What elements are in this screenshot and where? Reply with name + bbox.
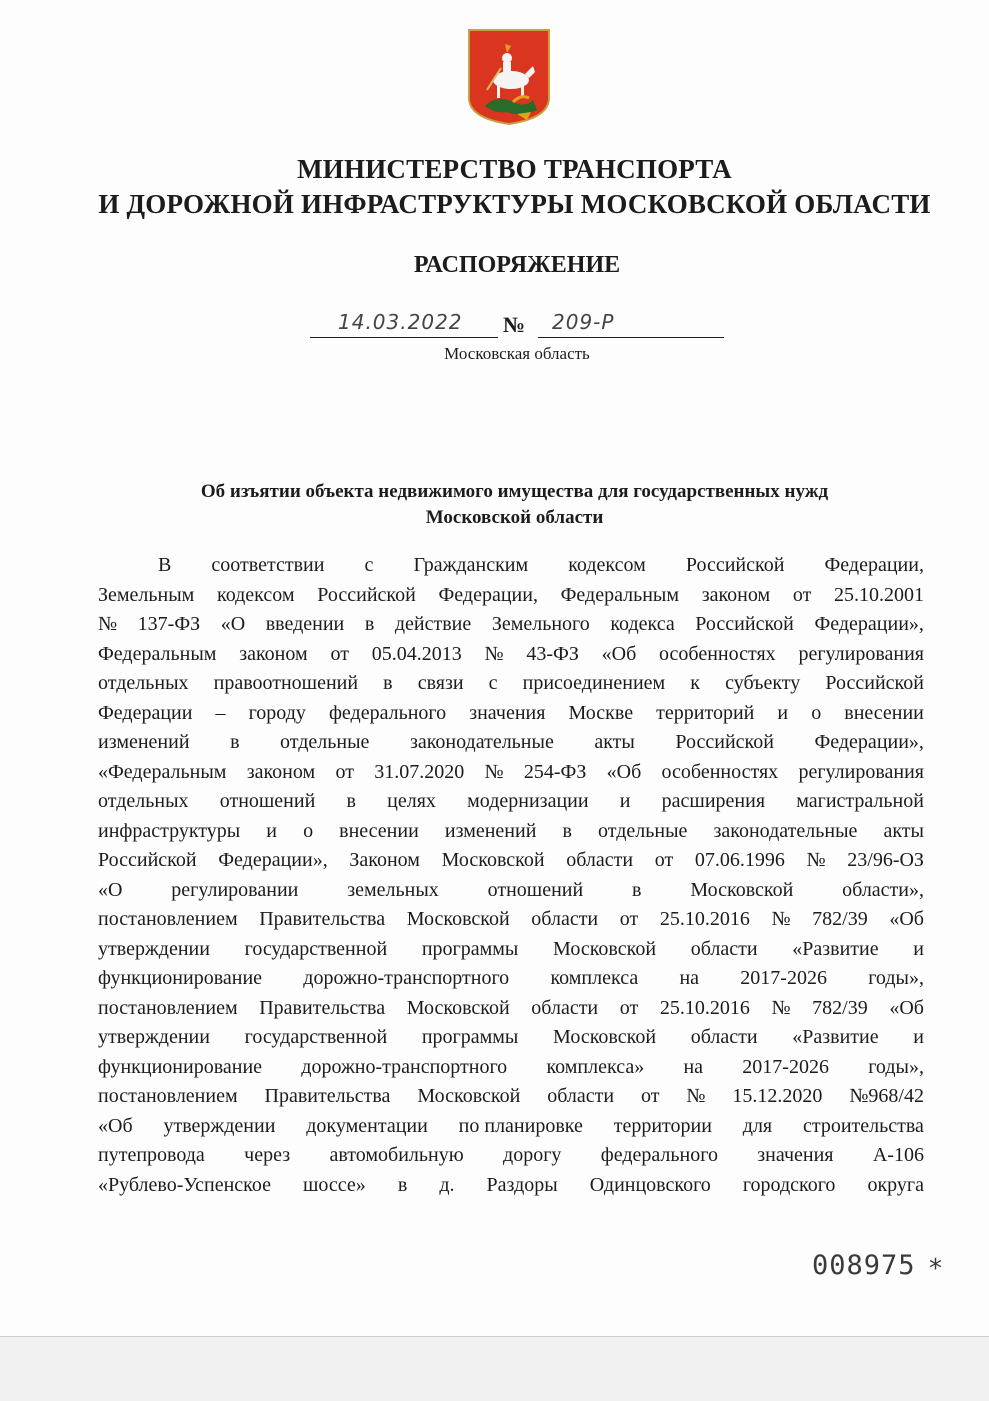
- body-word: документации: [306, 1114, 428, 1137]
- body-line: [98, 1112, 924, 1142]
- body-word: путепровода: [98, 1144, 205, 1166]
- serial-mark: *: [929, 1254, 942, 1284]
- body-word: отношений: [487, 878, 584, 901]
- body-word: отношений: [219, 790, 316, 812]
- body-word: комплекса: [550, 967, 639, 989]
- body-word: федерального: [600, 1144, 718, 1166]
- body-word: связи: [417, 672, 464, 694]
- body-word: кодексом: [217, 583, 295, 606]
- body-word: и: [913, 1026, 924, 1048]
- body-word: изменений: [444, 819, 537, 842]
- body-word: №: [686, 1085, 706, 1107]
- body-word: регулировании: [171, 878, 299, 901]
- body-word: Московской: [406, 908, 510, 930]
- document-location: Московская область: [444, 344, 590, 363]
- body-word: «О: [98, 878, 123, 901]
- body-word: по планировке: [458, 1114, 583, 1137]
- body-word: от: [330, 642, 349, 665]
- body-word: от: [335, 760, 354, 783]
- body-word: «Федеральным: [98, 760, 227, 783]
- body-line: [98, 1023, 924, 1053]
- subject-line-2: Московской области: [425, 507, 604, 528]
- number-sign: №: [503, 312, 526, 337]
- body-line: [98, 669, 924, 699]
- body-word: особенностях: [659, 642, 776, 665]
- body-word: акты: [594, 731, 635, 753]
- body-line: [98, 905, 924, 935]
- body-word: «Об: [889, 996, 924, 1019]
- body-line: [98, 699, 924, 729]
- body-word: расширения: [661, 790, 766, 812]
- body-word: –: [215, 701, 226, 724]
- body-word: Федерации»,: [814, 613, 924, 635]
- body-word: регулирования: [798, 760, 924, 783]
- body-line: [98, 1171, 924, 1201]
- body-word: строительства: [802, 1114, 924, 1137]
- body-word: городского: [742, 1173, 836, 1196]
- body-word: отдельных: [98, 790, 189, 812]
- body-word: 137-ФЗ: [137, 613, 201, 635]
- body-word: дорожно-транспортного: [301, 1055, 508, 1078]
- body-word: действие: [394, 613, 472, 635]
- body-word: в: [562, 819, 572, 842]
- body-line: [98, 876, 924, 906]
- body-word: Федерации: [98, 701, 193, 724]
- body-word: внесении: [844, 701, 924, 724]
- body-word: и: [777, 701, 789, 724]
- body-word: области: [690, 1026, 758, 1048]
- body-word: области: [531, 996, 599, 1019]
- body-word: Москве: [568, 701, 634, 724]
- body-word: 254-ФЗ: [523, 760, 587, 783]
- body-word: на: [679, 967, 700, 989]
- ministry-title: [40, 152, 989, 222]
- body-word: кодекса: [610, 613, 675, 635]
- document-date: 14.03.2022: [338, 310, 463, 334]
- body-word: утверждении: [98, 937, 210, 960]
- body-word: Гражданским: [413, 554, 529, 576]
- body-word: федерального: [328, 701, 447, 724]
- body-word: магистральной: [796, 790, 924, 812]
- body-word: «Развитие: [792, 1026, 879, 1048]
- body-word: Правительства: [264, 1085, 391, 1107]
- serial-number: 008975: [812, 1250, 916, 1281]
- body-word: постановлением: [98, 908, 238, 930]
- body-word: от: [792, 583, 812, 606]
- body-word: 23/96-ОЗ: [847, 849, 924, 871]
- body-line: [98, 610, 924, 640]
- body-word: 2017-2026: [740, 967, 827, 989]
- body-line: [98, 758, 924, 788]
- body-word: отдельные: [598, 819, 688, 842]
- body-word: 43-ФЗ: [526, 642, 579, 665]
- body-line: [98, 581, 924, 611]
- body-word: постановлением: [98, 1085, 238, 1107]
- body-word: утверждении: [163, 1114, 276, 1137]
- body-word: о: [303, 819, 314, 842]
- body-word: Федеральным: [560, 583, 680, 606]
- body-word: дорогу: [503, 1144, 562, 1166]
- body-word: «Развитие: [792, 937, 879, 960]
- body-word: и: [913, 937, 924, 960]
- body-word: от: [654, 849, 674, 871]
- body-word: 15.12.2020: [732, 1085, 823, 1107]
- body-word: к: [690, 672, 700, 694]
- body-word: области: [690, 937, 758, 960]
- body-word: значения: [757, 1144, 834, 1166]
- date-underline: [310, 337, 498, 338]
- body-word: «Об: [601, 642, 637, 665]
- body-line: [98, 728, 924, 758]
- body-word: Правительства: [259, 908, 386, 930]
- body-word: постановлением: [98, 996, 238, 1019]
- body-word: шоссе»: [303, 1173, 366, 1196]
- body-line: [98, 846, 924, 876]
- body-word: Российской: [825, 672, 924, 694]
- body-line: [98, 935, 924, 965]
- body-word: земельных: [347, 878, 439, 901]
- body-word: инфраструктуры: [98, 819, 241, 842]
- body-word: программы: [421, 1026, 519, 1048]
- body-word: Российской: [317, 583, 416, 606]
- body-word: области: [547, 1085, 615, 1107]
- body-word: №: [771, 908, 791, 930]
- body-word: Российской: [685, 554, 785, 576]
- body-word: модернизации: [467, 790, 589, 812]
- body-word: Федеральным: [98, 642, 217, 665]
- body-line: [98, 817, 924, 847]
- body-line: [98, 964, 924, 994]
- body-word: Московской: [553, 937, 657, 960]
- body-word: территорий: [656, 701, 755, 724]
- requisites-row: [0, 306, 989, 342]
- body-word: Федерации»,: [218, 849, 328, 871]
- body-word: 25.10.2001: [834, 583, 924, 606]
- body-word: кодексом: [568, 554, 646, 576]
- body-word: Федерации,: [438, 583, 538, 606]
- document-subject: [40, 479, 989, 531]
- body-word: области»,: [842, 878, 924, 901]
- body-word: Московской: [406, 996, 510, 1019]
- body-word: Российской: [695, 613, 794, 635]
- body-word: д.: [439, 1173, 455, 1196]
- body-line: [98, 551, 924, 581]
- body-word: 25.10.2016: [659, 908, 750, 930]
- body-word: изменений: [98, 731, 190, 753]
- body-word: в: [346, 790, 356, 812]
- body-word: введении: [265, 613, 345, 635]
- body-word: регулирования: [798, 642, 924, 665]
- scan-margin: [0, 1336, 989, 1401]
- body-word: от: [619, 996, 639, 1019]
- body-word: государственной: [244, 1026, 388, 1048]
- body-word: №: [98, 613, 118, 635]
- body-word: в: [364, 613, 375, 635]
- body-word: Правительства: [259, 996, 386, 1019]
- body-word: №: [806, 849, 826, 871]
- body-word: годы»,: [868, 967, 924, 989]
- body-word: Московской: [417, 1085, 521, 1107]
- body-word: «Рублево-Успенское: [98, 1173, 271, 1196]
- body-word: отдельных: [98, 672, 189, 694]
- body-word: и: [266, 819, 277, 842]
- body-word: законом: [246, 760, 316, 783]
- body-word: комплекса»: [546, 1055, 645, 1078]
- body-line: [98, 640, 924, 670]
- body-word: отдельные: [280, 731, 370, 753]
- body-word: автомобильную: [329, 1144, 464, 1166]
- body-word: 782/39: [812, 908, 868, 930]
- body-word: №968/42: [849, 1085, 924, 1107]
- body-word: округа: [867, 1173, 924, 1196]
- body-word: от: [619, 908, 639, 930]
- body-word: области: [531, 908, 599, 930]
- ministry-title-line-2: И ДОРОЖНОЙ ИНФРАСТРУКТУРЫ МОСКОВСКОЙ ОБЛАСТИ: [98, 189, 931, 219]
- body-word: в: [383, 672, 393, 694]
- body-word: в: [632, 878, 642, 901]
- body-line: [98, 1053, 924, 1083]
- body-word: территории: [613, 1114, 712, 1137]
- body-word: Московской: [690, 878, 794, 901]
- body-paragraph: [98, 551, 924, 1200]
- body-word: в: [230, 731, 240, 753]
- body-word: Российской: [675, 731, 774, 753]
- body-word: утверждении: [98, 1026, 210, 1048]
- body-word: «Об: [606, 760, 642, 783]
- body-word: Московской: [441, 849, 545, 871]
- document-number: 209-Р: [552, 310, 615, 334]
- body-line: [98, 787, 924, 817]
- body-word: «О: [220, 613, 246, 635]
- body-word: внесении: [339, 819, 419, 842]
- body-word: законом: [239, 642, 308, 665]
- body-word: №: [484, 642, 504, 665]
- body-word: городу: [248, 701, 306, 724]
- body-word: области: [566, 849, 634, 871]
- body-word: дорожно-транспортного: [303, 967, 510, 989]
- body-word: законодательные: [713, 819, 858, 842]
- body-line: [98, 1082, 924, 1112]
- body-word: Одинцовского: [589, 1173, 711, 1196]
- body-word: Московской: [553, 1026, 657, 1048]
- body-word: Федерации,: [824, 554, 924, 576]
- body-word: с: [364, 554, 374, 576]
- body-word: 05.04.2013: [371, 642, 462, 665]
- body-word: субъекту: [725, 672, 801, 694]
- body-word: и: [619, 790, 631, 812]
- body-word: №: [484, 760, 504, 783]
- body-word: «Об: [889, 908, 924, 930]
- body-word: для: [742, 1114, 773, 1137]
- body-word: «Об: [98, 1114, 133, 1137]
- body-word: законодательные: [409, 731, 554, 753]
- body-word: 2017-2026: [742, 1055, 829, 1078]
- body-line: [98, 1141, 924, 1171]
- body-word: 31.07.2020: [374, 760, 465, 783]
- body-word: Земельного: [491, 613, 590, 635]
- body-word: годы»,: [868, 1055, 924, 1078]
- body-word: 25.10.2016: [659, 996, 750, 1019]
- body-word: целях: [387, 790, 436, 812]
- body-word: №: [771, 996, 791, 1019]
- body-word: 07.06.1996: [694, 849, 785, 871]
- body-word: соответствии: [211, 554, 325, 576]
- body-word: А-106: [872, 1144, 924, 1166]
- document-type-heading: РАСПОРЯЖЕНИЕ: [413, 252, 621, 278]
- moscow-oblast-coat-of-arms-icon: [467, 28, 551, 126]
- body-word: о: [811, 701, 822, 724]
- body-word: Российской: [98, 849, 197, 871]
- body-word: 782/39: [812, 996, 868, 1019]
- body-word: Раздоры: [486, 1173, 558, 1196]
- body-word: от: [641, 1085, 660, 1107]
- body-word: функционирование: [98, 967, 263, 989]
- body-line: [98, 994, 924, 1024]
- body-word: значения: [469, 701, 546, 724]
- number-underline: [538, 337, 724, 338]
- body-word: программы: [421, 937, 519, 960]
- body-word: присоединением: [522, 672, 666, 694]
- body-word: акты: [883, 819, 924, 842]
- body-word: Федерации»,: [814, 731, 924, 753]
- subject-line-1: Об изъятии объекта недвижимого имущества для государственных нужд: [200, 481, 829, 502]
- ministry-title-line-1: МИНИСТЕРСТВО ТРАНСПОРТА: [297, 154, 732, 184]
- body-word: Земельным: [98, 583, 195, 606]
- body-word: государственной: [244, 937, 388, 960]
- body-word: функционирование: [98, 1055, 263, 1078]
- body-word: через: [244, 1144, 291, 1166]
- body-word: В: [158, 554, 172, 576]
- body-word: на: [683, 1055, 704, 1078]
- body-word: особенностях: [661, 760, 779, 783]
- body-word: в: [397, 1173, 408, 1196]
- body-word: правоотношений: [213, 672, 359, 694]
- body-word: законом: [701, 583, 771, 606]
- body-word: Законом: [349, 849, 420, 871]
- body-word: с: [488, 672, 498, 694]
